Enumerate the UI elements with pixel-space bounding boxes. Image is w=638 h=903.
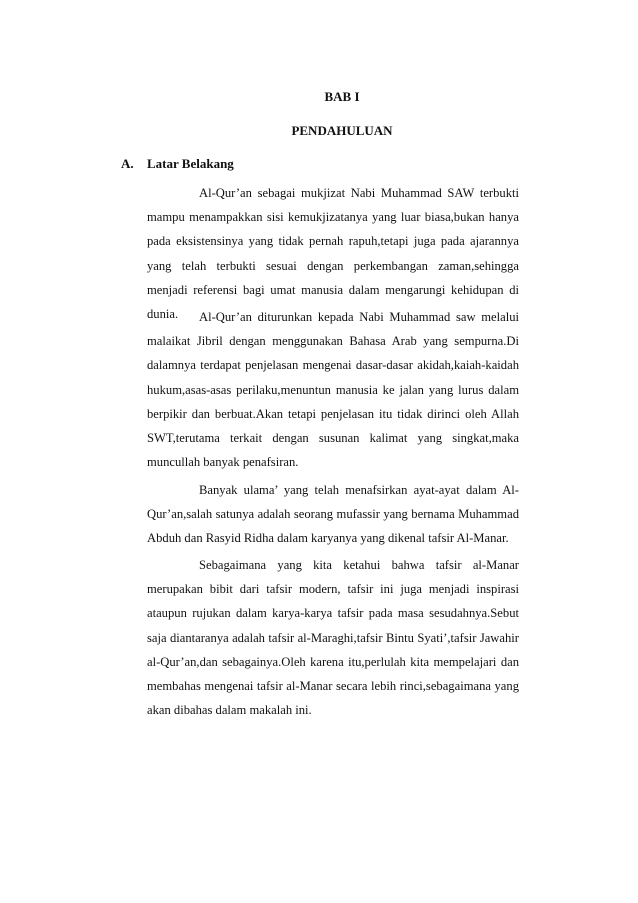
chapter-title: PENDAHULUAN (291, 123, 393, 138)
section-number: A. (121, 156, 134, 171)
chapter-heading: BAB I (324, 89, 360, 104)
paragraph-1: Al-Qur’an sebagai mukjizat Nabi Muhammad SAW terbukti mampu menampakkan sisi kemukjizatanya yang luar biasa,bukan hanya pada eksistensinya yang tidak pernah rapuh,tetapi juga pada ajarannya yang telah terbukti sesuai dengan perkembangan zaman,sehingga menjadi referensi bagi umat manusia dalam mengarungi kehidupan di dunia. (147, 186, 519, 322)
section-title: Latar Belakang (147, 156, 234, 171)
paragraph-3: Banyak ulama’ yang telah menafsirkan ayat-ayat dalam Al-Qur’an,salah satunya adalah seorang mufassir yang bernama Muhammad Abduh dan Rasyid Ridha dalam karyanya yang dikenal tafsir Al-Manar. (147, 483, 519, 546)
section-heading (121, 156, 234, 172)
paragraph-4: Sebagaimana yang kita ketahui bahwa tafsir al-Manar merupakan bibit dari tafsir modern, tafsir ini juga menjadi inspirasi ataupun rujukan dalam karya-karya tafsir pada masa sesudahnya.Sebut saja diantaranya adalah tafsir al-Maraghi,tafsir Bintu Syati’,tafsir Jawahir al-Qur’an,dan sebagainya.Oleh karena itu,perlulah kita mempelajari dan membahas mengenai tafsir al-Manar secara lebih rinci,sebagaimana yang akan dibahas dalam makalah ini. (147, 558, 519, 718)
paragraph-2: Al-Qur’an diturunkan kepada Nabi Muhammad saw melalui malaikat Jibril dengan menggunakan Bahasa Arab yang sempurna.Di dalamnya terdapat penjelasan mengenai dasar-dasar akidah,kaiah-kaidah hukum,asas-asas perilaku,menuntun manusia ke jalan yang lurus dalam berpikir dan berbuat.Akan tetapi penjelasan itu tidak dirinci oleh Allah SWT,terutama terkait dengan susunan kalimat yang singkat,maka muncullah banyak penafsiran. (147, 310, 519, 470)
